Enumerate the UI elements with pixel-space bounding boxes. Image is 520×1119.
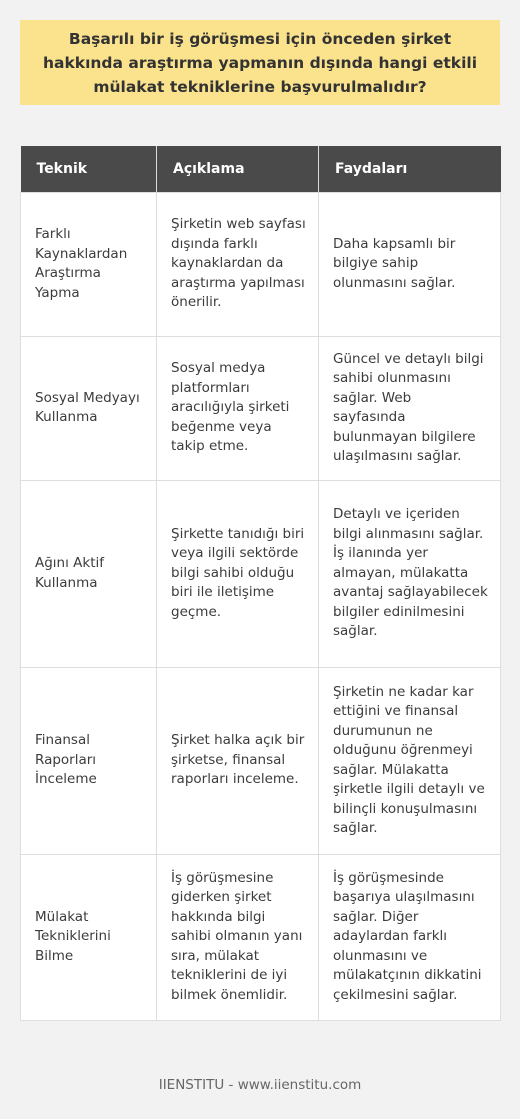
footer-credit: IIENSTITU - www.iienstitu.com bbox=[158, 1077, 362, 1093]
cell-aciklama: Şirkette tanıdığı biri veya ilgili sektörde bilgi sahibi olduğu biri ile iletişime geçme. bbox=[157, 480, 319, 667]
table-row bbox=[21, 192, 501, 336]
cell-faydalari: Detaylı ve içeriden bilgi alınmasını sağlar. İş ilanında yer almayan, mülakatta avantaj sağlayabilecek bilgiler edinilmesini sağlar. bbox=[319, 480, 501, 667]
table-row bbox=[21, 667, 501, 854]
table-header-row bbox=[21, 146, 501, 192]
table-row bbox=[21, 480, 501, 667]
question-box bbox=[20, 20, 500, 105]
table-row bbox=[21, 854, 501, 1020]
cell-aciklama: Sosyal medya platformları aracılığıyla şirketi beğenme veya takip etme. bbox=[157, 336, 319, 480]
cell-faydalari: Güncel ve detaylı bilgi sahibi olunmasını sağlar. Web sayfasında bulunmayan bilgilere ulaşılmasını sağlar. bbox=[319, 336, 501, 480]
techniques-table bbox=[20, 146, 501, 1021]
cell-aciklama: İş görüşmesine giderken şirket hakkında bilgi sahibi olmanın yanı sıra, mülakat tekniklerini de iyi bilmek önemlidir. bbox=[157, 854, 319, 1020]
cell-teknik: Sosyal Medyayı Kullanma bbox=[21, 336, 157, 480]
question-text: Başarılı bir iş görüşmesi için önceden şirket hakkında araştırma yapmanın dışında hangi etkili mülakat tekniklerine başvurulmalıdır? bbox=[42, 29, 478, 96]
cell-teknik: Farklı Kaynaklardan Araştırma Yapma bbox=[21, 192, 157, 336]
cell-aciklama: Şirket halka açık bir şirketse, finansal raporları inceleme. bbox=[157, 667, 319, 854]
header-aciklama: Açıklama bbox=[157, 146, 319, 192]
cell-teknik: Finansal Raporları İnceleme bbox=[21, 667, 157, 854]
header-faydalari: Faydaları bbox=[319, 146, 501, 192]
cell-faydalari: İş görüşmesinde başarıya ulaşılmasını sağlar. Diğer adaylardan farklı olunmasını ve mülakatçının dikkatini çekilmesini sağlar. bbox=[319, 854, 501, 1020]
cell-faydalari: Daha kapsamlı bir bilgiye sahip olunmasını sağlar. bbox=[319, 192, 501, 336]
cell-teknik: Mülakat Tekniklerini Bilme bbox=[21, 854, 157, 1020]
cell-faydalari: Şirketin ne kadar kar ettiğini ve finansal durumunun ne olduğunu öğrenmeyi sağlar. Mülakatta şirketle ilgili detaylı ve bilinçli konuşulmasını sağlar. bbox=[319, 667, 501, 854]
table-row bbox=[21, 336, 501, 480]
header-teknik: Teknik bbox=[21, 146, 157, 192]
cell-teknik: Ağını Aktif Kullanma bbox=[21, 480, 157, 667]
cell-aciklama: Şirketin web sayfası dışında farklı kaynaklardan da araştırma yapılması önerilir. bbox=[157, 192, 319, 336]
